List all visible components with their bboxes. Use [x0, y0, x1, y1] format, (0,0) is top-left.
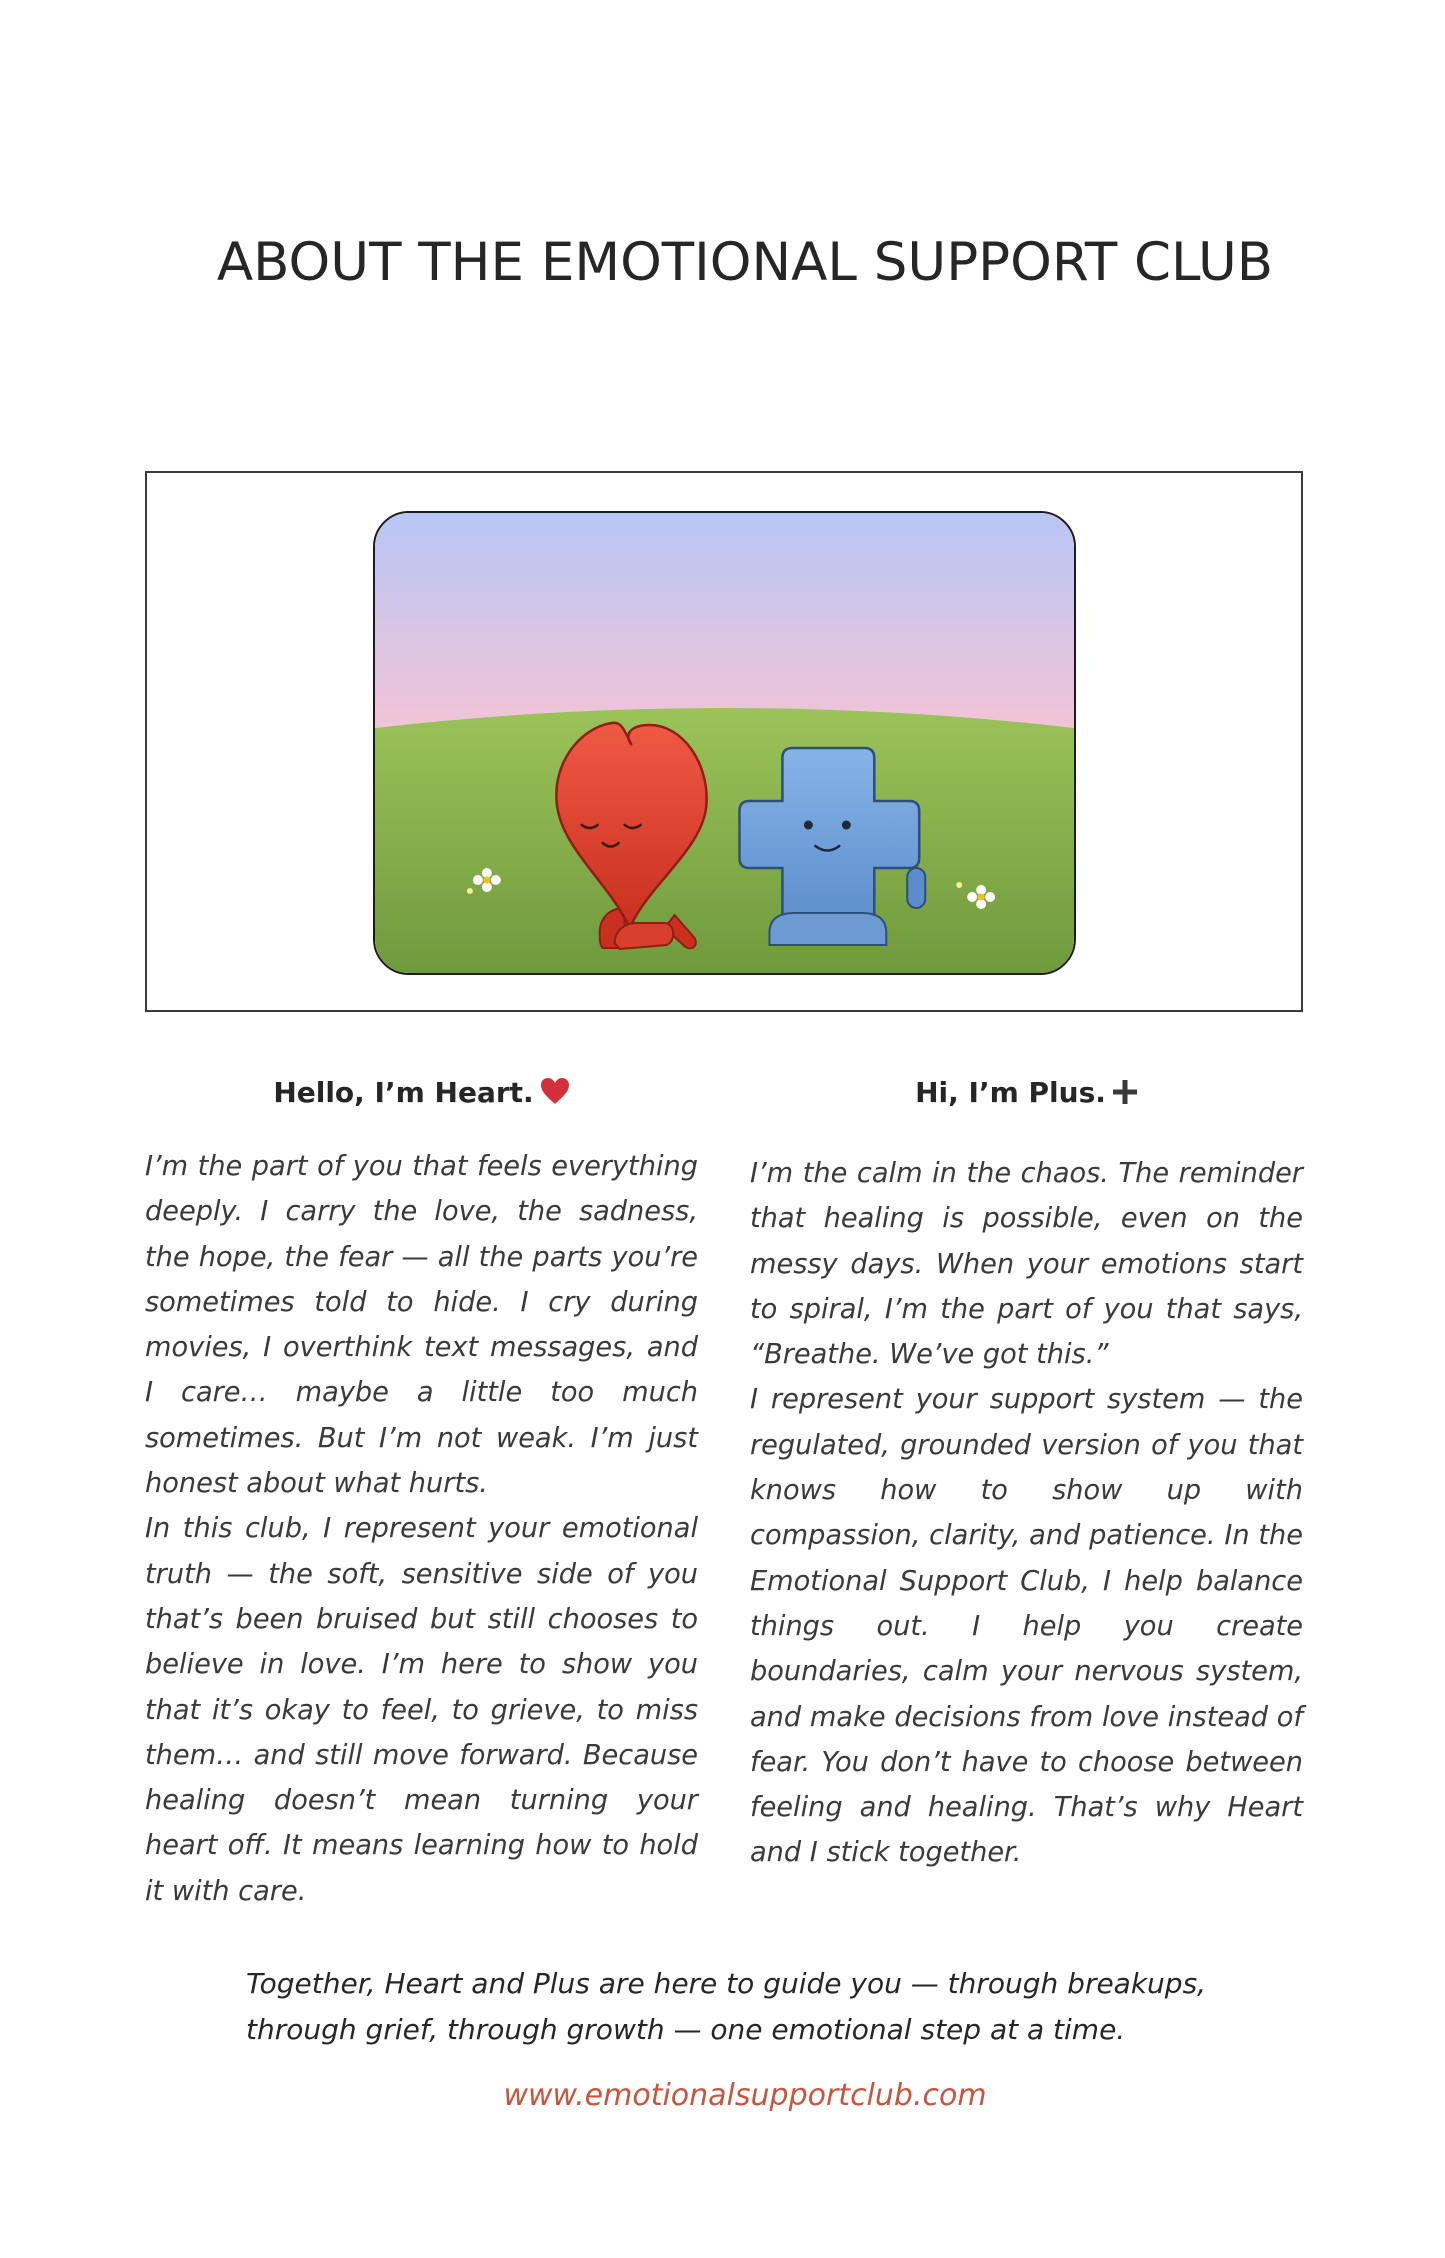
page-title: ABOUT THE EMOTIONAL SUPPORT CLUB [216, 232, 1274, 293]
heart-heading-text: Hello, I’m Heart. [273, 1076, 534, 1109]
plus-icon [1112, 1079, 1138, 1105]
illustration [373, 511, 1076, 975]
plus-paragraph: I represent your support system — the regulated, grounded version of you that knows how to show up with compassion, clarity, and patience. In the Emotional Support Club, I help balance things out. I help you create boundaries, calm your nervous system, and make decisions from love instead of fear. You don’t have to choose between feeling and healing. That’s why Heart and I stick together. [750, 1384, 1303, 1869]
heart-paragraph: I’m the part of you that feels everything deeply. I carry the love, the sadness, the hope, the fear — all the parts you’re sometimes told to hide. I cry during movies, I overthink text messages, and I care… maybe a little too much sometimes. But I’m not weak. I’m just honest about what hurts. [145, 1151, 698, 1500]
plus-description [750, 1151, 1303, 1876]
plus-heading [750, 1076, 1303, 1109]
heart-icon [540, 1077, 570, 1105]
closing-line: through grief, through growth — one emotional step at a time. [246, 2013, 1126, 2046]
website-link[interactable]: www.emotionalsupportclub.com [503, 2078, 987, 2113]
plus-paragraph: I’m the calm in the chaos. The reminder that healing is possible, even on the messy days. When your emotions start to spiral, I’m the part of you that says, “Breathe. We’ve got this.” [750, 1158, 1303, 1371]
heart-paragraph: In this club, I represent your emotional truth — the soft, sensitive side of you that’s been bruised but still chooses to believe in love. I’m here to show you that it’s okay to feel, to grieve, to miss them… and still move forward. Because healing doesn’t mean turning your heart off. It means learning how to hold it with care. [145, 1513, 698, 1907]
heart-description [145, 1144, 698, 1914]
closing-statement [246, 1961, 1246, 2053]
closing-line: Together, Heart and Plus are here to guide you — through breakups, [246, 1967, 1207, 2000]
plus-heading-text: Hi, I’m Plus. [915, 1076, 1106, 1109]
heart-heading [145, 1076, 698, 1109]
